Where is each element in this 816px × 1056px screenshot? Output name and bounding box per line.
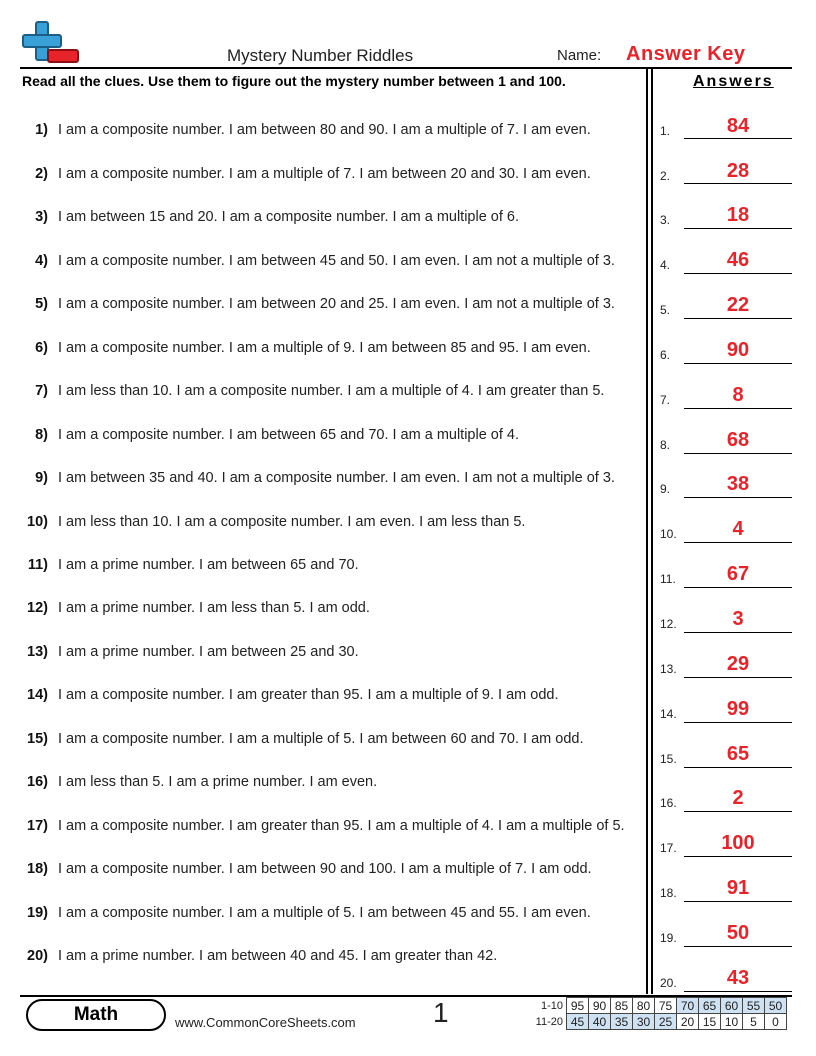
answer-value: 43 — [726, 967, 750, 989]
answer-value: 84 — [726, 115, 750, 137]
answer-value: 50 — [726, 922, 750, 944]
answer-line — [684, 722, 792, 723]
answer-number: 16. — [660, 796, 677, 810]
score-row-label: 1-10 — [540, 999, 563, 1012]
score-row — [527, 1014, 787, 1030]
question-text: I am less than 10. I am a composite number. I am a multiple of 4. I am greater than 5. — [58, 383, 605, 399]
answer-line — [684, 183, 792, 184]
question-number: 6) — [35, 340, 48, 356]
question-text: I am a composite number. I am greater than 95. I am a multiple of 9. I am odd. — [58, 687, 559, 703]
question-text: I am between 35 and 40. I am a composite number. I am even. I am not a multiple of 3. — [58, 470, 615, 486]
question-text: I am a composite number. I am a multiple of 9. I am between 85 and 95. I am even. — [58, 340, 591, 356]
answer-value: 29 — [726, 653, 750, 675]
question-text: I am a prime number. I am less than 5. I am odd. — [58, 600, 370, 616]
answer-line — [684, 587, 792, 588]
answer-value: 99 — [726, 698, 750, 720]
question-text: I am a composite number. I am between 20 and 25. I am even. I am not a multiple of 3. — [58, 296, 615, 312]
score-cell: 5 — [743, 1014, 765, 1030]
answer-line — [684, 408, 792, 409]
answer-line — [684, 901, 792, 902]
answer-value: 22 — [726, 294, 750, 316]
instructions: Read all the clues. Use them to figure out the mystery number between 1 and 100. — [22, 73, 566, 89]
score-cell: 95 — [567, 998, 589, 1014]
score-cell: 50 — [765, 998, 787, 1014]
question-number: 3) — [35, 209, 48, 225]
question-text: I am a composite number. I am between 65 and 70. I am a multiple of 4. — [58, 427, 520, 443]
answer-value: 4 — [732, 518, 744, 540]
answer-number: 14. — [660, 707, 677, 721]
website-text: www.CommonCoreSheets.com — [175, 1015, 356, 1030]
score-cell: 45 — [567, 1014, 589, 1030]
question-number: 11) — [27, 557, 48, 573]
answer-number: 6. — [660, 348, 671, 362]
question-text: I am a composite number. I am between 80 and 90. I am a multiple of 7. I am even. — [58, 122, 591, 138]
answer-value: 65 — [726, 743, 750, 765]
column-divider-right — [651, 68, 653, 994]
question-number: 5) — [35, 296, 48, 312]
question-text: I am a prime number. I am between 40 and 45. I am greater than 42. — [58, 948, 498, 964]
question-text: I am a prime number. I am between 65 and 70. — [58, 557, 359, 573]
answer-line — [684, 363, 792, 364]
answer-value: 67 — [726, 563, 750, 585]
question-text: I am a composite number. I am a multiple of 5. I am between 60 and 70. I am odd. — [58, 731, 584, 747]
page-number: 1 — [433, 997, 449, 1028]
answer-number: 5. — [660, 303, 671, 317]
answer-number: 11. — [660, 572, 676, 586]
answer-number: 9. — [660, 482, 671, 496]
score-cell: 85 — [611, 998, 633, 1014]
answer-number: 13. — [660, 662, 677, 676]
score-cell: 55 — [743, 998, 765, 1014]
score-row-label: 11-20 — [535, 1015, 563, 1028]
question-number: 15) — [27, 731, 48, 747]
score-cell: 40 — [589, 1014, 611, 1030]
answer-value: 100 — [721, 832, 755, 854]
answer-number: 7. — [660, 393, 671, 407]
answer-line — [684, 318, 792, 319]
question-text: I am a composite number. I am between 45 and 50. I am even. I am not a multiple of 3. — [58, 253, 615, 269]
score-cell: 60 — [721, 998, 743, 1014]
answer-value: 28 — [726, 160, 750, 182]
score-table — [527, 997, 787, 1030]
answer-value: 2 — [732, 787, 744, 809]
score-row — [527, 998, 787, 1014]
score-cell: 70 — [677, 998, 699, 1014]
question-text: I am a composite number. I am greater than 95. I am a multiple of 4. I am a multiple of 5. — [58, 818, 625, 834]
worksheet-title: Mystery Number Riddles — [227, 46, 414, 65]
question-number: 14) — [27, 687, 48, 703]
answer-number: 4. — [660, 258, 671, 272]
score-cell: 90 — [589, 998, 611, 1014]
score-cell: 15 — [699, 1014, 721, 1030]
answer-line — [684, 542, 792, 543]
answer-value: 18 — [726, 204, 750, 226]
question-number: 9) — [35, 470, 48, 486]
score-cell: 10 — [721, 1014, 743, 1030]
answer-value: 8 — [732, 384, 744, 406]
answer-line — [684, 632, 792, 633]
answer-line — [684, 811, 792, 812]
question-number: 17) — [27, 818, 48, 834]
answer-line — [684, 991, 792, 992]
answer-value: 68 — [726, 429, 750, 451]
answer-value: 46 — [726, 249, 750, 271]
answer-line — [684, 138, 792, 139]
score-cell: 80 — [633, 998, 655, 1014]
answer-value: 91 — [726, 877, 750, 899]
answer-line — [684, 946, 792, 947]
answer-value: 38 — [726, 473, 750, 495]
answer-number: 1. — [660, 124, 671, 138]
answer-line — [684, 856, 792, 857]
question-number: 19) — [27, 905, 48, 921]
question-text: I am between 15 and 20. I am a composite number. I am a multiple of 6. — [58, 209, 520, 225]
question-number: 8) — [35, 427, 48, 443]
question-text: I am a composite number. I am a multiple of 7. I am between 20 and 30. I am even. — [58, 166, 591, 182]
answer-number: 15. — [660, 752, 677, 766]
answer-line — [684, 453, 792, 454]
answer-line — [684, 767, 792, 768]
subject-badge: Math — [26, 999, 166, 1031]
question-text: I am less than 5. I am a prime number. I am even. — [58, 774, 378, 790]
answer-number: 20. — [660, 976, 677, 990]
question-text: I am a composite number. I am a multiple of 5. I am between 45 and 55. I am even. — [58, 905, 591, 921]
score-cell: 35 — [611, 1014, 633, 1030]
question-number: 2) — [35, 166, 48, 182]
name-label: Name: — [557, 47, 602, 64]
answers-heading: Answers — [693, 73, 774, 90]
score-cell: 25 — [655, 1014, 677, 1030]
question-number: 16) — [27, 774, 48, 790]
score-cell: 30 — [633, 1014, 655, 1030]
answer-number: 12. — [660, 617, 677, 631]
answer-number: 3. — [660, 213, 671, 227]
score-cell: 75 — [655, 998, 677, 1014]
question-text: I am a prime number. I am between 25 and 30. — [58, 644, 359, 660]
score-cell: 20 — [677, 1014, 699, 1030]
question-number: 13) — [27, 644, 48, 660]
question-number: 4) — [35, 253, 48, 269]
answer-line — [684, 497, 792, 498]
question-number: 7) — [35, 383, 48, 399]
answer-key-label: Answer Key — [626, 43, 746, 65]
answer-value: 3 — [732, 608, 744, 630]
answer-number: 17. — [660, 841, 677, 855]
answer-line — [684, 273, 792, 274]
column-divider-left — [646, 68, 648, 994]
question-number: 12) — [27, 600, 48, 616]
question-text: I am less than 10. I am a composite number. I am even. I am less than 5. — [58, 514, 526, 530]
answer-line — [684, 228, 792, 229]
answer-value: 90 — [726, 339, 750, 361]
question-text: I am a composite number. I am between 90 and 100. I am a multiple of 7. I am odd. — [58, 861, 592, 877]
question-number: 1) — [35, 122, 48, 138]
common-core-sheets-logo — [22, 20, 80, 66]
question-number: 10) — [27, 514, 48, 530]
answer-number: 8. — [660, 438, 671, 452]
answer-line — [684, 677, 792, 678]
answer-number: 2. — [660, 169, 671, 183]
header-divider — [20, 67, 792, 69]
answer-number: 19. — [660, 931, 677, 945]
question-number: 18) — [27, 861, 48, 877]
question-number: 20) — [27, 948, 48, 964]
score-cell: 0 — [765, 1014, 787, 1030]
plus-minus-logo-icon — [22, 20, 80, 66]
answer-number: 18. — [660, 886, 677, 900]
answer-number: 10. — [660, 527, 677, 541]
score-cell: 65 — [699, 998, 721, 1014]
